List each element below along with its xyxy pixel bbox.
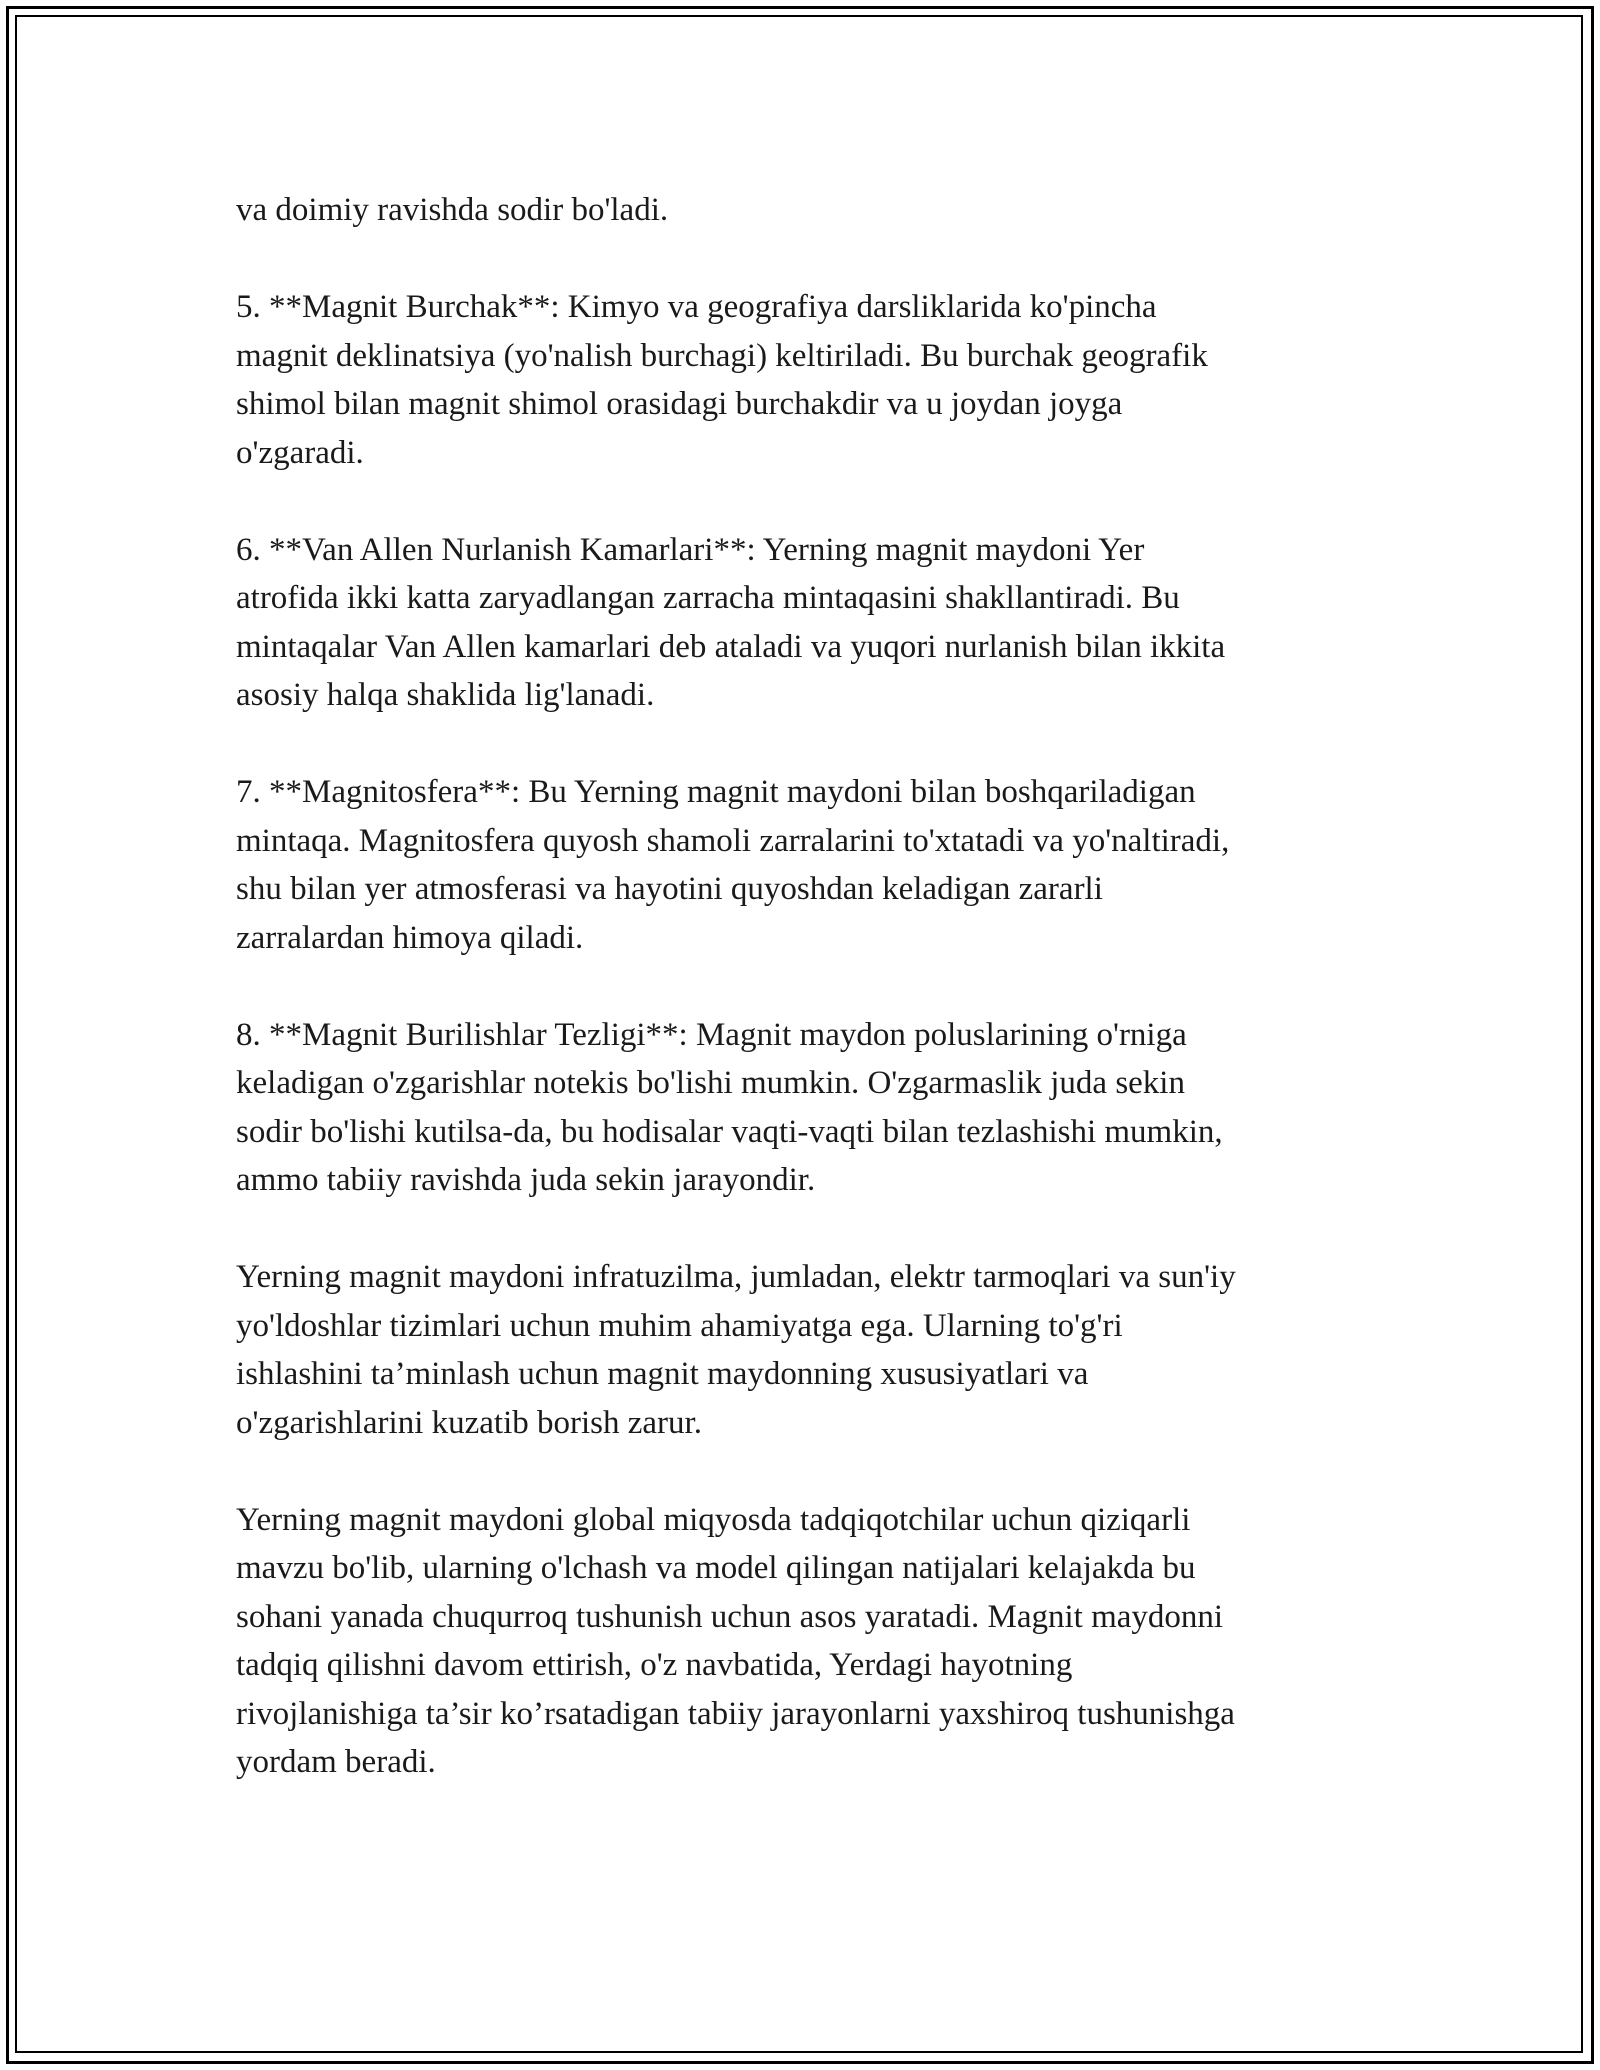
text-line: mintaqa. Magnitosfera quyosh shamoli zarralarini to'xtatadi va yo'naltiradi, [236,822,1230,859]
text-line: yo'ldoshlar tizimlari uchun muhim ahamiyatga ega. Ularning to'g'ri [236,1307,1123,1344]
text-line: ishlashini ta’minlash uchun magnit maydonning xususiyatlari va [236,1356,1089,1392]
document-body [236,186,1366,1787]
paragraph-infratuzilma [236,1253,1366,1447]
text-line: rivojlanishiga ta’sir ko’rsatadigan tabiiy jarayonlarni yaxshiroq tushunishga [236,1695,1235,1732]
paragraph-conclusion [236,1496,1366,1787]
text-line: shimol bilan magnit shimol orasidagi burchakdir va u joydan joyga [236,386,1123,422]
text-line: sodir bo'lishi kutilsa-da, bu hodisalar vaqti-vaqti bilan tezlashishi mumkin, [236,1113,1223,1150]
paragraph-continuation [236,186,1366,235]
text-line: 5. **Magnit Burchak**: Kimyo va geografiya darsliklarida ko'pincha [236,289,1157,325]
text-line: keladigan o'zgarishlar notekis bo'lishi mumkin. O'zgarmaslik juda sekin [236,1065,1185,1101]
text-line: sohani yanada chuqurroq tushunish uchun asos yaratadi. Magnit maydonni [236,1598,1224,1635]
text-line: asosiy halqa shaklida lig'lanadi. [236,677,655,713]
text-line: mavzu bo'lib, ularning o'lchash va model qilingan natijalari kelajakda bu [236,1550,1196,1586]
text-line: zarralardan himoya qiladi. [236,919,584,956]
text-line: tadqiq qilishni davom ettirish, o'z navbatida, Yerdagi hayotning [236,1647,1073,1683]
text-line: o'zgarishlarini kuzatib borish zarur. [236,1404,702,1441]
paragraph-magnit-burchak [236,283,1366,477]
paragraph-burilishlar-tezligi [236,1011,1366,1205]
text-line: va doimiy ravishda sodir bo'ladi. [236,192,669,228]
text-line: Yerning magnit maydoni global miqyosda tadqiqotchilar uchun qiziqarli [236,1501,1191,1538]
text-line: 6. **Van Allen Nurlanish Kamarlari**: Yerning magnit maydoni Yer [236,531,1145,568]
text-line: o'zgaradi. [236,434,364,471]
text-line: 8. **Magnit Burilishlar Tezligi**: Magnit maydon poluslarining o'rniga [236,1016,1187,1053]
text-line: shu bilan yer atmosferasi va hayotini quyoshdan keladigan zararli [236,871,1103,907]
text-line: 7. **Magnitosfera**: Bu Yerning magnit maydoni bilan boshqariladigan [236,774,1196,810]
text-line: ammo tabiiy ravishda juda sekin jarayondir. [236,1162,816,1198]
text-line: mintaqalar Van Allen kamarlari deb ataladi va yuqori nurlanish bilan ikkita [236,628,1226,665]
paragraph-magnitosfera [236,768,1366,962]
text-line: Yerning magnit maydoni infratuzilma, jumladan, elektr tarmoqlari va sun'iy [236,1259,1236,1295]
text-line: yordam beradi. [236,1744,436,1780]
text-line: atrofida ikki katta zaryadlangan zarracha mintaqasini shakllantiradi. Bu [236,580,1180,616]
text-line: magnit deklinatsiya (yo'nalish burchagi) keltiriladi. Bu burchak geografik [236,337,1208,374]
paragraph-van-allen [236,526,1366,720]
